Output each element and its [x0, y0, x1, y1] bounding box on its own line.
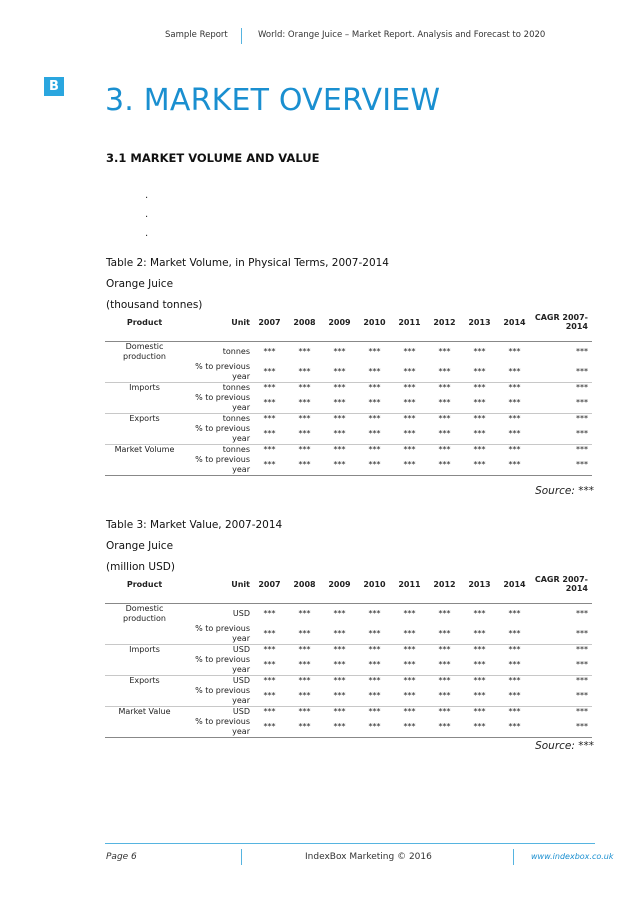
section-title: 3. MARKET OVERVIEW [105, 83, 441, 118]
table-row [105, 362, 592, 383]
row-value: *** [263, 609, 276, 618]
row-cagr: *** [576, 429, 588, 438]
row-value: *** [333, 629, 346, 638]
table-header-row [105, 565, 592, 604]
row-cagr: *** [576, 609, 588, 618]
table-row [105, 342, 592, 363]
row-unit: % to previous year [195, 362, 250, 381]
row-value: *** [438, 707, 451, 716]
column-header-product: Product [126, 317, 163, 327]
table-row [105, 393, 592, 414]
row-value: *** [438, 609, 451, 618]
row-product [105, 655, 184, 676]
row-value: *** [438, 445, 451, 454]
row-value: *** [263, 398, 276, 407]
row-value: *** [473, 660, 486, 669]
row-value: *** [508, 445, 521, 454]
row-value: *** [298, 676, 311, 685]
row-value: *** [333, 445, 346, 454]
row-value: *** [473, 609, 486, 618]
row-cagr: *** [576, 691, 588, 700]
footer-separator [513, 849, 514, 865]
row-value: *** [403, 722, 416, 731]
row-value: *** [473, 383, 486, 392]
row-value: *** [298, 645, 311, 654]
row-value: *** [298, 445, 311, 454]
table-row [105, 655, 592, 676]
row-value: *** [403, 414, 416, 423]
row-cagr: *** [576, 660, 588, 669]
row-value: *** [508, 676, 521, 685]
table-row [105, 445, 592, 456]
row-value: *** [298, 707, 311, 716]
column-header-year: 2011 [398, 579, 421, 589]
row-value: *** [438, 722, 451, 731]
row-value: *** [333, 398, 346, 407]
row-value: *** [508, 383, 521, 392]
row-value: *** [473, 691, 486, 700]
row-value: *** [508, 660, 521, 669]
row-value: *** [368, 347, 381, 356]
row-value: *** [403, 660, 416, 669]
row-value: *** [403, 398, 416, 407]
row-value: *** [403, 367, 416, 376]
row-cagr: *** [576, 676, 588, 685]
table3-source: Source: *** [535, 740, 594, 752]
row-product [105, 686, 184, 707]
row-value: *** [403, 691, 416, 700]
row-value: *** [298, 347, 311, 356]
row-value: *** [333, 460, 346, 469]
row-value: *** [263, 691, 276, 700]
row-unit: USD [232, 645, 250, 654]
table2-title: Table 2: Market Volume, in Physical Terms, 2007-2014 [106, 257, 389, 269]
table-row [105, 424, 592, 445]
row-value: *** [508, 609, 521, 618]
row-product [105, 455, 184, 476]
row-value: *** [333, 691, 346, 700]
row-value: *** [438, 676, 451, 685]
row-value: *** [508, 707, 521, 716]
dot: . [145, 190, 149, 201]
row-product: Market Value [118, 707, 171, 716]
table-row [105, 455, 592, 476]
row-cagr: *** [576, 367, 588, 376]
row-value: *** [438, 414, 451, 423]
column-header-year: 2014 [503, 579, 526, 589]
column-header-product: Product [126, 579, 163, 589]
row-value: *** [298, 367, 311, 376]
row-value: *** [473, 414, 486, 423]
row-value: *** [403, 445, 416, 454]
row-unit: tonnes [222, 347, 250, 356]
row-value: *** [473, 645, 486, 654]
column-header-year: 2008 [293, 579, 316, 589]
row-value: *** [368, 609, 381, 618]
table-row [105, 717, 592, 738]
column-header-year: 2008 [293, 317, 316, 327]
row-value: *** [263, 660, 276, 669]
row-value: *** [403, 383, 416, 392]
footer-website-link[interactable]: www.indexbox.co.uk [531, 852, 614, 861]
row-unit: tonnes [222, 414, 250, 423]
row-value: *** [368, 414, 381, 423]
column-header-year: 2013 [468, 579, 491, 589]
column-header-year: 2010 [363, 579, 386, 589]
footer-divider [105, 843, 595, 844]
column-header-year: 2007 [258, 579, 281, 589]
dot: . [145, 209, 149, 220]
row-unit: % to previous year [195, 655, 250, 674]
table-row [105, 676, 592, 687]
row-value: *** [473, 722, 486, 731]
row-value: *** [263, 722, 276, 731]
row-value: *** [333, 367, 346, 376]
row-value: *** [438, 367, 451, 376]
row-value: *** [403, 429, 416, 438]
row-value: *** [403, 707, 416, 716]
row-value: *** [333, 383, 346, 392]
row-value: *** [368, 707, 381, 716]
page-number: Page 6 [106, 852, 137, 862]
row-value: *** [473, 629, 486, 638]
row-unit: % to previous year [195, 717, 250, 736]
row-value: *** [298, 460, 311, 469]
logo-letter: B [49, 79, 59, 94]
table-row [105, 604, 592, 625]
table-row [105, 707, 592, 718]
row-value: *** [403, 645, 416, 654]
table-row [105, 686, 592, 707]
row-value: *** [508, 367, 521, 376]
row-value: *** [333, 429, 346, 438]
row-unit: % to previous year [195, 624, 250, 643]
header-report-title: World: Orange Juice – Market Report. Analysis and Forecast to 2020 [258, 30, 546, 40]
row-value: *** [263, 429, 276, 438]
dot: . [145, 228, 149, 239]
row-unit: % to previous year [195, 455, 250, 474]
row-value: *** [403, 347, 416, 356]
row-value: *** [438, 645, 451, 654]
row-cagr: *** [576, 347, 588, 356]
row-value: *** [403, 609, 416, 618]
footer-separator [241, 849, 242, 865]
row-value: *** [333, 722, 346, 731]
row-value: *** [508, 629, 521, 638]
row-value: *** [368, 629, 381, 638]
column-header-year: 2007 [258, 317, 281, 327]
row-cagr: *** [576, 707, 588, 716]
row-cagr: *** [576, 645, 588, 654]
row-value: *** [368, 383, 381, 392]
column-header-year: 2013 [468, 317, 491, 327]
row-value: *** [263, 367, 276, 376]
column-header-unit: Unit [231, 317, 250, 327]
row-product [105, 362, 184, 383]
row-value: *** [263, 676, 276, 685]
row-product [105, 393, 184, 414]
row-value: *** [333, 414, 346, 423]
row-cagr: *** [576, 383, 588, 392]
row-unit: % to previous year [195, 393, 250, 412]
market-value-table [105, 565, 592, 738]
row-unit: % to previous year [195, 686, 250, 705]
table2-units: (thousand tonnes) [106, 299, 203, 311]
row-value: *** [403, 629, 416, 638]
table2-product: Orange Juice [106, 278, 174, 290]
table3-product: Orange Juice [106, 540, 174, 552]
row-unit: tonnes [222, 445, 250, 454]
row-value: *** [298, 414, 311, 423]
row-value: *** [263, 707, 276, 716]
row-value: *** [508, 722, 521, 731]
row-value: *** [438, 691, 451, 700]
row-value: *** [438, 460, 451, 469]
row-value: *** [508, 645, 521, 654]
row-value: *** [263, 414, 276, 423]
row-value: *** [298, 383, 311, 392]
row-value: *** [473, 367, 486, 376]
column-header-year: 2011 [398, 317, 421, 327]
table3-title: Table 3: Market Value, 2007-2014 [106, 519, 283, 531]
row-value: *** [298, 722, 311, 731]
header-separator [241, 28, 242, 44]
row-unit: USD [232, 676, 250, 685]
table-row [105, 645, 592, 656]
column-header-cagr: CAGR 2007-2014 [534, 313, 588, 331]
row-value: *** [508, 460, 521, 469]
row-value: *** [438, 347, 451, 356]
row-product: Domestic production [123, 342, 166, 361]
row-value: *** [438, 629, 451, 638]
table2-source: Source: *** [535, 485, 594, 497]
row-value: *** [263, 460, 276, 469]
row-value: *** [473, 707, 486, 716]
row-cagr: *** [576, 460, 588, 469]
market-volume-table [105, 303, 592, 476]
row-value: *** [473, 676, 486, 685]
row-value: *** [473, 445, 486, 454]
row-value: *** [333, 347, 346, 356]
table-header-row [105, 303, 592, 342]
row-unit: USD [232, 609, 250, 618]
row-unit: USD [232, 707, 250, 716]
row-value: *** [333, 645, 346, 654]
row-unit: % to previous year [195, 424, 250, 443]
row-value: *** [368, 460, 381, 469]
row-value: *** [298, 660, 311, 669]
column-header-unit: Unit [231, 579, 250, 589]
row-product: Market Volume [114, 445, 175, 454]
brand-logo-icon [44, 77, 64, 96]
row-value: *** [403, 676, 416, 685]
row-value: *** [368, 367, 381, 376]
row-value: *** [368, 660, 381, 669]
row-value: *** [438, 660, 451, 669]
row-product [105, 717, 184, 738]
row-value: *** [263, 629, 276, 638]
table-row [105, 624, 592, 645]
row-value: *** [298, 609, 311, 618]
row-value: *** [508, 429, 521, 438]
row-value: *** [368, 691, 381, 700]
row-cagr: *** [576, 722, 588, 731]
row-product: Imports [129, 383, 160, 392]
row-value: *** [508, 398, 521, 407]
row-value: *** [333, 707, 346, 716]
footer-copyright: IndexBox Marketing © 2016 [305, 852, 432, 862]
row-value: *** [473, 429, 486, 438]
row-value: *** [438, 383, 451, 392]
column-header-year: 2010 [363, 317, 386, 327]
row-value: *** [368, 445, 381, 454]
row-cagr: *** [576, 445, 588, 454]
row-value: *** [298, 629, 311, 638]
row-value: *** [508, 414, 521, 423]
row-value: *** [298, 429, 311, 438]
row-product [105, 624, 184, 645]
column-header-year: 2009 [328, 317, 351, 327]
table-row [105, 383, 592, 394]
row-value: *** [263, 383, 276, 392]
row-value: *** [368, 429, 381, 438]
row-value: *** [333, 609, 346, 618]
row-product: Domestic production [123, 604, 166, 623]
row-value: *** [333, 660, 346, 669]
row-value: *** [438, 429, 451, 438]
row-product: Exports [129, 414, 160, 423]
placeholder-dots [145, 186, 148, 243]
row-value: *** [403, 460, 416, 469]
row-value: *** [368, 676, 381, 685]
row-value: *** [368, 722, 381, 731]
row-cagr: *** [576, 629, 588, 638]
column-header-year: 2012 [433, 317, 456, 327]
row-cagr: *** [576, 414, 588, 423]
row-product [105, 424, 184, 445]
column-header-year: 2012 [433, 579, 456, 589]
row-value: *** [263, 347, 276, 356]
subsection-title: 3.1 MARKET VOLUME AND VALUE [106, 151, 320, 165]
row-value: *** [508, 347, 521, 356]
row-value: *** [263, 645, 276, 654]
column-header-year: 2009 [328, 579, 351, 589]
header-report-type: Sample Report [165, 30, 228, 40]
row-cagr: *** [576, 398, 588, 407]
row-unit: tonnes [222, 383, 250, 392]
row-value: *** [473, 460, 486, 469]
row-value: *** [508, 691, 521, 700]
page-header [0, 30, 638, 44]
row-product: Imports [129, 645, 160, 654]
column-header-year: 2014 [503, 317, 526, 327]
row-value: *** [368, 398, 381, 407]
row-value: *** [298, 398, 311, 407]
row-value: *** [263, 445, 276, 454]
row-value: *** [473, 347, 486, 356]
table3-units: (million USD) [106, 561, 175, 573]
row-value: *** [368, 645, 381, 654]
row-product: Exports [129, 676, 160, 685]
column-header-cagr: CAGR 2007-2014 [534, 575, 588, 593]
row-value: *** [298, 691, 311, 700]
table-row [105, 414, 592, 425]
row-value: *** [473, 398, 486, 407]
row-value: *** [333, 676, 346, 685]
row-value: *** [438, 398, 451, 407]
